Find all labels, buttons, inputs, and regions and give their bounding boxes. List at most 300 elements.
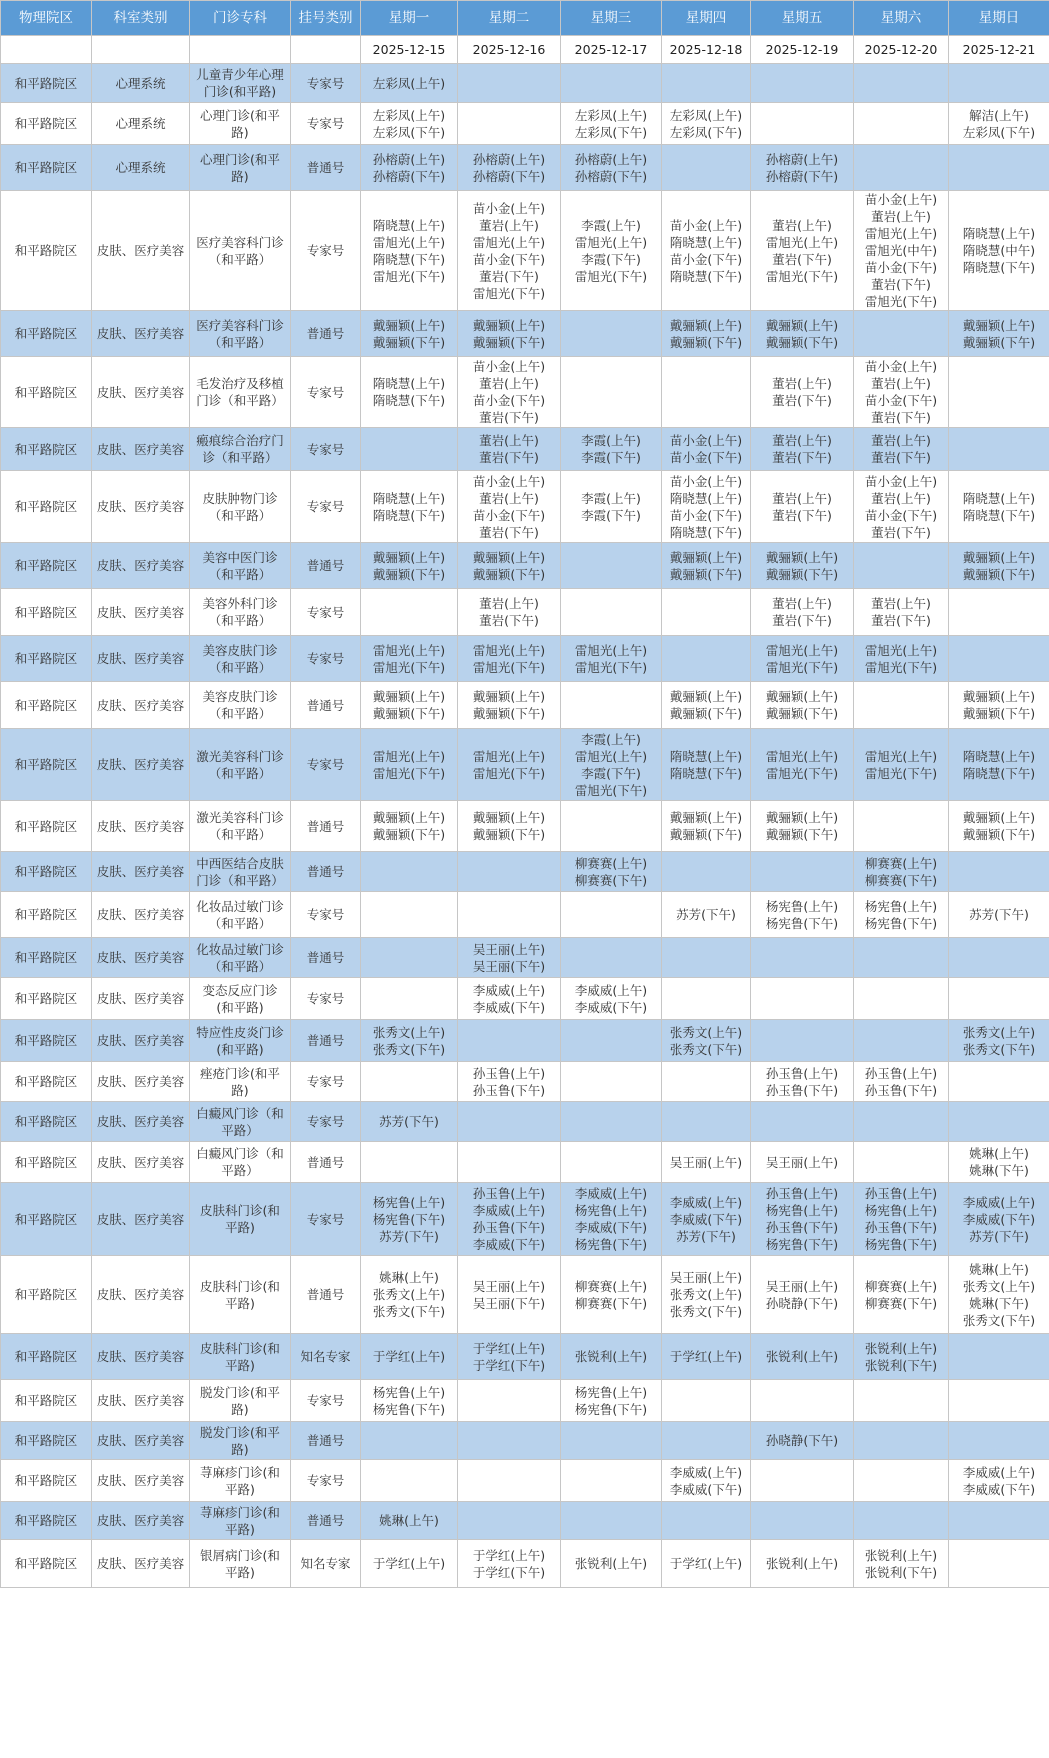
doctor-slot: 董岩(下午)	[772, 613, 832, 628]
reg-type-cell: 知名专家	[291, 1540, 361, 1588]
day-schedule-cell	[854, 1422, 949, 1460]
day-schedule-cell	[561, 1540, 662, 1588]
doctor-slot: 戴骊颖(下午)	[669, 566, 743, 582]
day-schedule-cell	[662, 1102, 751, 1142]
table-row	[1, 938, 1049, 978]
day-schedule-cell	[662, 682, 751, 729]
doctor-slot: 杨宪鲁(下午)	[372, 1401, 446, 1417]
doctor-slot: 李霞(下午)	[581, 450, 641, 465]
doctor-slot: 董岩(上午)	[479, 376, 539, 391]
day-schedule-cell	[854, 357, 949, 428]
campus-cell: 和平路院区	[1, 589, 92, 636]
specialty-cell: 银屑病门诊(和平路)	[190, 1540, 291, 1588]
doctor-slot: 孙玉鲁(下午)	[472, 1220, 546, 1235]
day-schedule-cell	[854, 1540, 949, 1588]
table-row	[1, 1502, 1049, 1540]
doctor-slot: 杨宪鲁(下午)	[864, 915, 938, 931]
day-schedule-cell	[751, 1380, 854, 1422]
day-schedule-cell	[854, 729, 949, 801]
day-schedule-cell	[854, 1380, 949, 1422]
day-schedule-cell	[949, 636, 1049, 682]
specialty-cell: 美容中医门诊（和平路）	[190, 543, 291, 589]
dept-cell: 皮肤、医疗美容	[92, 191, 190, 311]
day-schedule-cell	[949, 64, 1049, 103]
doctor-slot: 董岩(上午)	[479, 596, 539, 611]
dept-cell: 皮肤、医疗美容	[92, 1102, 190, 1142]
reg-type-cell: 普通号	[291, 682, 361, 729]
doctor-slot: 姚琳(上午)	[379, 1270, 439, 1285]
day-schedule-cell	[662, 801, 751, 852]
campus-cell: 和平路院区	[1, 103, 92, 145]
doctor-slot: 苗小金(上午)	[669, 433, 743, 448]
table-row	[1, 357, 1049, 428]
day-schedule-cell	[751, 1334, 854, 1380]
day-schedule-cell	[949, 145, 1049, 191]
campus-cell: 和平路院区	[1, 938, 92, 978]
table-row	[1, 543, 1049, 589]
date-saturday: 2025-12-20	[854, 36, 949, 64]
day-schedule-cell	[561, 1020, 662, 1062]
table-row	[1, 978, 1049, 1020]
reg-type-cell: 普通号	[291, 938, 361, 978]
date-sunday: 2025-12-21	[949, 36, 1049, 64]
dept-cell: 皮肤、医疗美容	[92, 729, 190, 801]
doctor-slot: 李威威(下午)	[472, 1237, 546, 1252]
doctor-slot: 雷旭光(上午)	[864, 748, 938, 764]
dept-cell: 皮肤、医疗美容	[92, 938, 190, 978]
campus-cell: 和平路院区	[1, 852, 92, 892]
dept-cell: 皮肤、医疗美容	[92, 1183, 190, 1256]
doctor-slot: 董岩(下午)	[772, 450, 832, 465]
day-schedule-cell	[949, 311, 1049, 357]
doctor-slot: 孙晓静(下午)	[765, 1433, 839, 1448]
date-blank	[291, 36, 361, 64]
day-schedule-cell	[949, 1380, 1049, 1422]
header-row	[1, 1, 1049, 36]
day-schedule-cell	[949, 801, 1049, 852]
day-schedule-cell	[949, 1020, 1049, 1062]
specialty-cell: 医疗美容科门诊（和平路）	[190, 191, 291, 311]
doctor-slot: 戴骊颖(上午)	[669, 317, 743, 333]
day-schedule-cell	[361, 64, 458, 103]
day-schedule-cell	[854, 1062, 949, 1102]
day-schedule-cell	[751, 1540, 854, 1588]
campus-cell: 和平路院区	[1, 145, 92, 191]
doctor-slot: 隋晓慧(上午)	[372, 376, 446, 391]
day-schedule-cell	[854, 191, 949, 311]
doctor-slot: 戴骊颖(上午)	[669, 689, 743, 704]
doctor-slot: 雷旭光(上午)	[574, 642, 648, 658]
reg-type-cell: 专家号	[291, 1380, 361, 1422]
day-schedule-cell	[662, 1142, 751, 1183]
day-schedule-cell	[458, 682, 561, 729]
day-schedule-cell	[949, 892, 1049, 938]
day-schedule-cell	[458, 1020, 561, 1062]
doctor-slot: 姚琳(下午)	[969, 1163, 1029, 1178]
doctor-slot: 戴骊颖(下午)	[962, 827, 1036, 842]
doctor-slot: 隋晓慧(上午)	[669, 234, 743, 250]
day-schedule-cell	[854, 1460, 949, 1502]
day-schedule-cell	[361, 1062, 458, 1102]
specialty-cell: 化妆品过敏门诊（和平路）	[190, 892, 291, 938]
doctor-slot: 董岩(下午)	[772, 393, 832, 408]
day-schedule-cell	[561, 1062, 662, 1102]
campus-cell: 和平路院区	[1, 978, 92, 1020]
doctor-slot: 隋晓慧(下午)	[669, 765, 743, 781]
doctor-slot: 李霞(下午)	[581, 765, 641, 781]
day-schedule-cell	[458, 892, 561, 938]
dept-cell: 皮肤、医疗美容	[92, 589, 190, 636]
doctor-slot: 戴骊颖(上午)	[472, 549, 546, 565]
day-schedule-cell	[561, 682, 662, 729]
day-schedule-cell	[361, 428, 458, 471]
dept-cell: 皮肤、医疗美容	[92, 682, 190, 729]
doctor-slot: 吴王丽(上午)	[669, 1154, 743, 1170]
day-schedule-cell	[751, 311, 854, 357]
campus-cell: 和平路院区	[1, 1334, 92, 1380]
day-schedule-cell	[561, 636, 662, 682]
day-schedule-cell	[854, 145, 949, 191]
doctor-slot: 雷旭光(上午)	[472, 748, 546, 764]
day-schedule-cell	[361, 311, 458, 357]
doctor-slot: 苗小金(下午)	[669, 507, 743, 523]
reg-type-cell: 普通号	[291, 1142, 361, 1183]
doctor-slot: 杨宪鲁(下午)	[765, 1237, 839, 1252]
day-schedule-cell	[854, 978, 949, 1020]
reg-type-cell: 专家号	[291, 1183, 361, 1256]
day-schedule-cell	[949, 191, 1049, 311]
doctor-slot: 杨宪鲁(上午)	[574, 1203, 648, 1218]
doctor-slot: 李霞(上午)	[581, 490, 641, 506]
day-schedule-cell	[561, 1142, 662, 1183]
table-row	[1, 1540, 1049, 1588]
specialty-cell: 心理门诊(和平路)	[190, 103, 291, 145]
day-schedule-cell	[458, 471, 561, 543]
day-schedule-cell	[458, 1460, 561, 1502]
col-header-campus: 物理院区	[1, 1, 92, 36]
doctor-slot: 左彩凤(上午)	[574, 107, 648, 123]
doctor-slot: 戴骊颖(上午)	[669, 810, 743, 825]
table-row	[1, 103, 1049, 145]
day-schedule-cell	[751, 636, 854, 682]
doctor-slot: 孙玉鲁(下午)	[864, 1220, 938, 1235]
doctor-slot: 张秀文(上午)	[669, 1287, 743, 1302]
day-schedule-cell	[949, 543, 1049, 589]
day-schedule-cell	[662, 938, 751, 978]
day-schedule-cell	[458, 145, 561, 191]
doctor-slot: 隋晓慧(上午)	[962, 226, 1036, 241]
doctor-slot: 李威威(上午)	[669, 1464, 743, 1480]
reg-type-cell: 专家号	[291, 103, 361, 145]
day-schedule-cell	[458, 801, 561, 852]
doctor-slot: 苏芳(下午)	[379, 1114, 439, 1129]
doctor-slot: 戴骊颖(下午)	[472, 334, 546, 350]
doctor-slot: 隋晓慧(下午)	[372, 251, 446, 267]
day-schedule-cell	[751, 938, 854, 978]
day-schedule-cell	[561, 1502, 662, 1540]
doctor-slot: 杨宪鲁(上午)	[372, 1194, 446, 1210]
doctor-slot: 杨宪鲁(下午)	[574, 1401, 648, 1417]
doctor-slot: 隋晓慧(上午)	[372, 490, 446, 506]
day-schedule-cell	[854, 543, 949, 589]
doctor-slot: 雷旭光(下午)	[864, 659, 938, 675]
doctor-slot: 苗小金(上午)	[864, 192, 938, 207]
doctor-slot: 董岩(上午)	[871, 209, 931, 224]
day-schedule-cell	[854, 1142, 949, 1183]
day-schedule-cell	[561, 1183, 662, 1256]
day-schedule-cell	[361, 1380, 458, 1422]
day-schedule-cell	[662, 1256, 751, 1334]
doctor-slot: 吴王丽(上午)	[472, 941, 546, 957]
doctor-slot: 李威威(下午)	[574, 999, 648, 1015]
doctor-slot: 雷旭光(上午)	[574, 234, 648, 250]
day-schedule-cell	[662, 1540, 751, 1588]
specialty-cell: 特应性皮炎门诊(和平路)	[190, 1020, 291, 1062]
doctor-slot: 戴骊颖(上午)	[372, 549, 446, 565]
doctor-slot: 李霞(下午)	[581, 251, 641, 267]
specialty-cell: 毛发治疗及移植门诊（和平路）	[190, 357, 291, 428]
reg-type-cell: 专家号	[291, 589, 361, 636]
day-schedule-cell	[361, 729, 458, 801]
day-schedule-cell	[949, 357, 1049, 428]
doctor-slot: 戴骊颖(下午)	[765, 334, 839, 350]
doctor-slot: 苏芳(下午)	[969, 907, 1029, 922]
doctor-slot: 于学红(上午)	[669, 1556, 743, 1571]
doctor-slot: 雷旭光(上午)	[472, 234, 546, 250]
day-schedule-cell	[662, 311, 751, 357]
day-schedule-cell	[458, 636, 561, 682]
day-schedule-cell	[458, 938, 561, 978]
day-schedule-cell	[561, 428, 662, 471]
table-row	[1, 64, 1049, 103]
doctor-slot: 戴骊颖(下午)	[372, 706, 446, 721]
day-schedule-cell	[662, 543, 751, 589]
dept-cell: 心理系统	[92, 145, 190, 191]
doctor-slot: 雷旭光(下午)	[574, 659, 648, 675]
dept-cell: 皮肤、医疗美容	[92, 543, 190, 589]
doctor-slot: 孙榕蔚(上午)	[765, 151, 839, 167]
day-schedule-cell	[751, 589, 854, 636]
dept-cell: 皮肤、医疗美容	[92, 428, 190, 471]
doctor-slot: 柳赛赛(上午)	[864, 855, 938, 871]
day-schedule-cell	[662, 471, 751, 543]
campus-cell: 和平路院区	[1, 801, 92, 852]
day-schedule-cell	[751, 1183, 854, 1256]
doctor-slot: 张锐利(下午)	[864, 1357, 938, 1373]
table-row	[1, 311, 1049, 357]
doctor-slot: 张秀文(下午)	[669, 1041, 743, 1057]
doctor-slot: 张锐利(上午)	[765, 1556, 839, 1571]
day-schedule-cell	[662, 978, 751, 1020]
doctor-slot: 柳赛赛(下午)	[574, 1295, 648, 1311]
doctor-slot: 李威威(下午)	[669, 1211, 743, 1227]
day-schedule-cell	[561, 1256, 662, 1334]
day-schedule-cell	[751, 64, 854, 103]
day-schedule-cell	[854, 103, 949, 145]
doctor-slot: 张锐利(上午)	[574, 1556, 648, 1571]
day-schedule-cell	[361, 1256, 458, 1334]
day-schedule-cell	[561, 852, 662, 892]
day-schedule-cell	[458, 191, 561, 311]
day-schedule-cell	[561, 103, 662, 145]
doctor-slot: 柳赛赛(下午)	[864, 1295, 938, 1311]
doctor-slot: 孙榕蔚(下午)	[472, 168, 546, 184]
table-row	[1, 428, 1049, 471]
specialty-cell: 皮肤科门诊(和平路)	[190, 1183, 291, 1256]
specialty-cell: 儿童青少年心理门诊(和平路)	[190, 64, 291, 103]
day-schedule-cell	[361, 1502, 458, 1540]
doctor-slot: 隋晓慧(上午)	[962, 490, 1036, 506]
day-schedule-cell	[751, 145, 854, 191]
day-schedule-cell	[949, 1142, 1049, 1183]
date-blank	[92, 36, 190, 64]
day-schedule-cell	[361, 1102, 458, 1142]
day-schedule-cell	[561, 978, 662, 1020]
day-schedule-cell	[949, 1540, 1049, 1588]
specialty-cell: 瘢痕综合治疗门诊（和平路）	[190, 428, 291, 471]
day-schedule-cell	[662, 852, 751, 892]
doctor-slot: 戴骊颖(上午)	[372, 689, 446, 704]
doctor-slot: 董岩(下午)	[871, 450, 931, 465]
specialty-cell: 脱发门诊(和平路)	[190, 1380, 291, 1422]
doctor-slot: 雷旭光(下午)	[372, 765, 446, 781]
day-schedule-cell	[458, 1183, 561, 1256]
doctor-slot: 孙玉鲁(上午)	[864, 1186, 938, 1201]
date-wednesday: 2025-12-17	[561, 36, 662, 64]
reg-type-cell: 专家号	[291, 428, 361, 471]
day-schedule-cell	[751, 682, 854, 729]
date-friday: 2025-12-19	[751, 36, 854, 64]
date-blank	[190, 36, 291, 64]
doctor-slot: 张秀文(下午)	[669, 1304, 743, 1319]
doctor-slot: 张秀文(上午)	[962, 1024, 1036, 1040]
col-header-friday: 星期五	[751, 1, 854, 36]
day-schedule-cell	[458, 543, 561, 589]
table-row	[1, 191, 1049, 311]
doctor-slot: 戴骊颖(上午)	[372, 810, 446, 825]
day-schedule-cell	[949, 938, 1049, 978]
day-schedule-cell	[561, 145, 662, 191]
doctor-slot: 董岩(下午)	[772, 251, 832, 267]
reg-type-cell: 专家号	[291, 1102, 361, 1142]
day-schedule-cell	[854, 428, 949, 471]
day-schedule-cell	[458, 1380, 561, 1422]
day-schedule-cell	[949, 1502, 1049, 1540]
day-schedule-cell	[662, 145, 751, 191]
campus-cell: 和平路院区	[1, 1020, 92, 1062]
day-schedule-cell	[751, 1020, 854, 1062]
doctor-slot: 杨宪鲁(上午)	[765, 1203, 839, 1218]
day-schedule-cell	[662, 1062, 751, 1102]
date-tuesday: 2025-12-16	[458, 36, 561, 64]
doctor-slot: 雷旭光(下午)	[372, 268, 446, 284]
dept-cell: 皮肤、医疗美容	[92, 1256, 190, 1334]
table-row	[1, 1142, 1049, 1183]
doctor-slot: 苗小金(上午)	[864, 473, 938, 489]
col-header-tuesday: 星期二	[458, 1, 561, 36]
dept-cell: 皮肤、医疗美容	[92, 471, 190, 543]
doctor-slot: 雷旭光(下午)	[472, 659, 546, 675]
day-schedule-cell	[458, 357, 561, 428]
specialty-cell: 激光美容科门诊（和平路）	[190, 801, 291, 852]
doctor-slot: 雷旭光(下午)	[574, 782, 648, 798]
doctor-slot: 杨宪鲁(下午)	[372, 1211, 446, 1227]
day-schedule-cell	[854, 682, 949, 729]
table-row	[1, 1020, 1049, 1062]
doctor-slot: 戴骊颖(上午)	[372, 317, 446, 333]
reg-type-cell: 专家号	[291, 729, 361, 801]
table-row	[1, 1422, 1049, 1460]
specialty-cell: 荨麻疹门诊(和平路)	[190, 1502, 291, 1540]
doctor-slot: 苗小金(上午)	[472, 359, 546, 374]
doctor-slot: 雷旭光(上午)	[864, 226, 938, 241]
day-schedule-cell	[751, 1102, 854, 1142]
doctor-slot: 于学红(上午)	[372, 1556, 446, 1571]
dept-cell: 皮肤、医疗美容	[92, 1502, 190, 1540]
doctor-slot: 张锐利(上午)	[574, 1349, 648, 1364]
table-row	[1, 1334, 1049, 1380]
day-schedule-cell	[458, 589, 561, 636]
campus-cell: 和平路院区	[1, 729, 92, 801]
doctor-slot: 李威威(下午)	[574, 1220, 648, 1235]
doctor-slot: 孙玉鲁(下午)	[864, 1082, 938, 1098]
doctor-slot: 姚琳(上午)	[969, 1146, 1029, 1161]
doctor-slot: 隋晓慧(上午)	[669, 748, 743, 764]
doctor-slot: 董岩(上午)	[871, 376, 931, 391]
doctor-slot: 董岩(上午)	[871, 490, 931, 506]
day-schedule-cell	[561, 589, 662, 636]
doctor-slot: 姚琳(上午)	[969, 1261, 1029, 1277]
specialty-cell: 荨麻疹门诊(和平路)	[190, 1460, 291, 1502]
day-schedule-cell	[361, 938, 458, 978]
day-schedule-cell	[751, 1460, 854, 1502]
doctor-slot: 戴骊颖(下午)	[472, 706, 546, 721]
doctor-slot: 苗小金(下午)	[864, 260, 938, 275]
day-schedule-cell	[561, 1334, 662, 1380]
doctor-slot: 雷旭光(上午)	[864, 642, 938, 658]
dept-cell: 皮肤、医疗美容	[92, 801, 190, 852]
doctor-slot: 戴骊颖(下午)	[372, 827, 446, 842]
doctor-slot: 董岩(上午)	[479, 433, 539, 448]
doctor-slot: 雷旭光(上午)	[372, 642, 446, 658]
doctor-slot: 苗小金(下午)	[472, 251, 546, 267]
day-schedule-cell	[458, 1422, 561, 1460]
doctor-slot: 雷旭光(上午)	[765, 642, 839, 658]
day-schedule-cell	[662, 1460, 751, 1502]
day-schedule-cell	[949, 1102, 1049, 1142]
campus-cell: 和平路院区	[1, 1062, 92, 1102]
doctor-slot: 戴骊颖(下午)	[669, 706, 743, 721]
specialty-cell: 变态反应门诊(和平路)	[190, 978, 291, 1020]
doctor-slot: 张锐利(上午)	[765, 1349, 839, 1364]
day-schedule-cell	[561, 311, 662, 357]
doctor-slot: 戴骊颖(下午)	[765, 566, 839, 582]
campus-cell: 和平路院区	[1, 1380, 92, 1422]
specialty-cell: 美容外科门诊（和平路）	[190, 589, 291, 636]
doctor-slot: 雷旭光(下午)	[472, 765, 546, 781]
doctor-slot: 戴骊颖(上午)	[669, 549, 743, 565]
doctor-slot: 李威威(上午)	[574, 982, 648, 998]
doctor-slot: 孙晓静(下午)	[765, 1295, 839, 1311]
dept-cell: 皮肤、医疗美容	[92, 357, 190, 428]
table-row	[1, 892, 1049, 938]
day-schedule-cell	[949, 1256, 1049, 1334]
doctor-slot: 李霞(上午)	[581, 433, 641, 448]
day-schedule-cell	[662, 729, 751, 801]
doctor-slot: 董岩(下午)	[871, 613, 931, 628]
day-schedule-cell	[458, 1142, 561, 1183]
doctor-slot: 董岩(下午)	[772, 507, 832, 523]
